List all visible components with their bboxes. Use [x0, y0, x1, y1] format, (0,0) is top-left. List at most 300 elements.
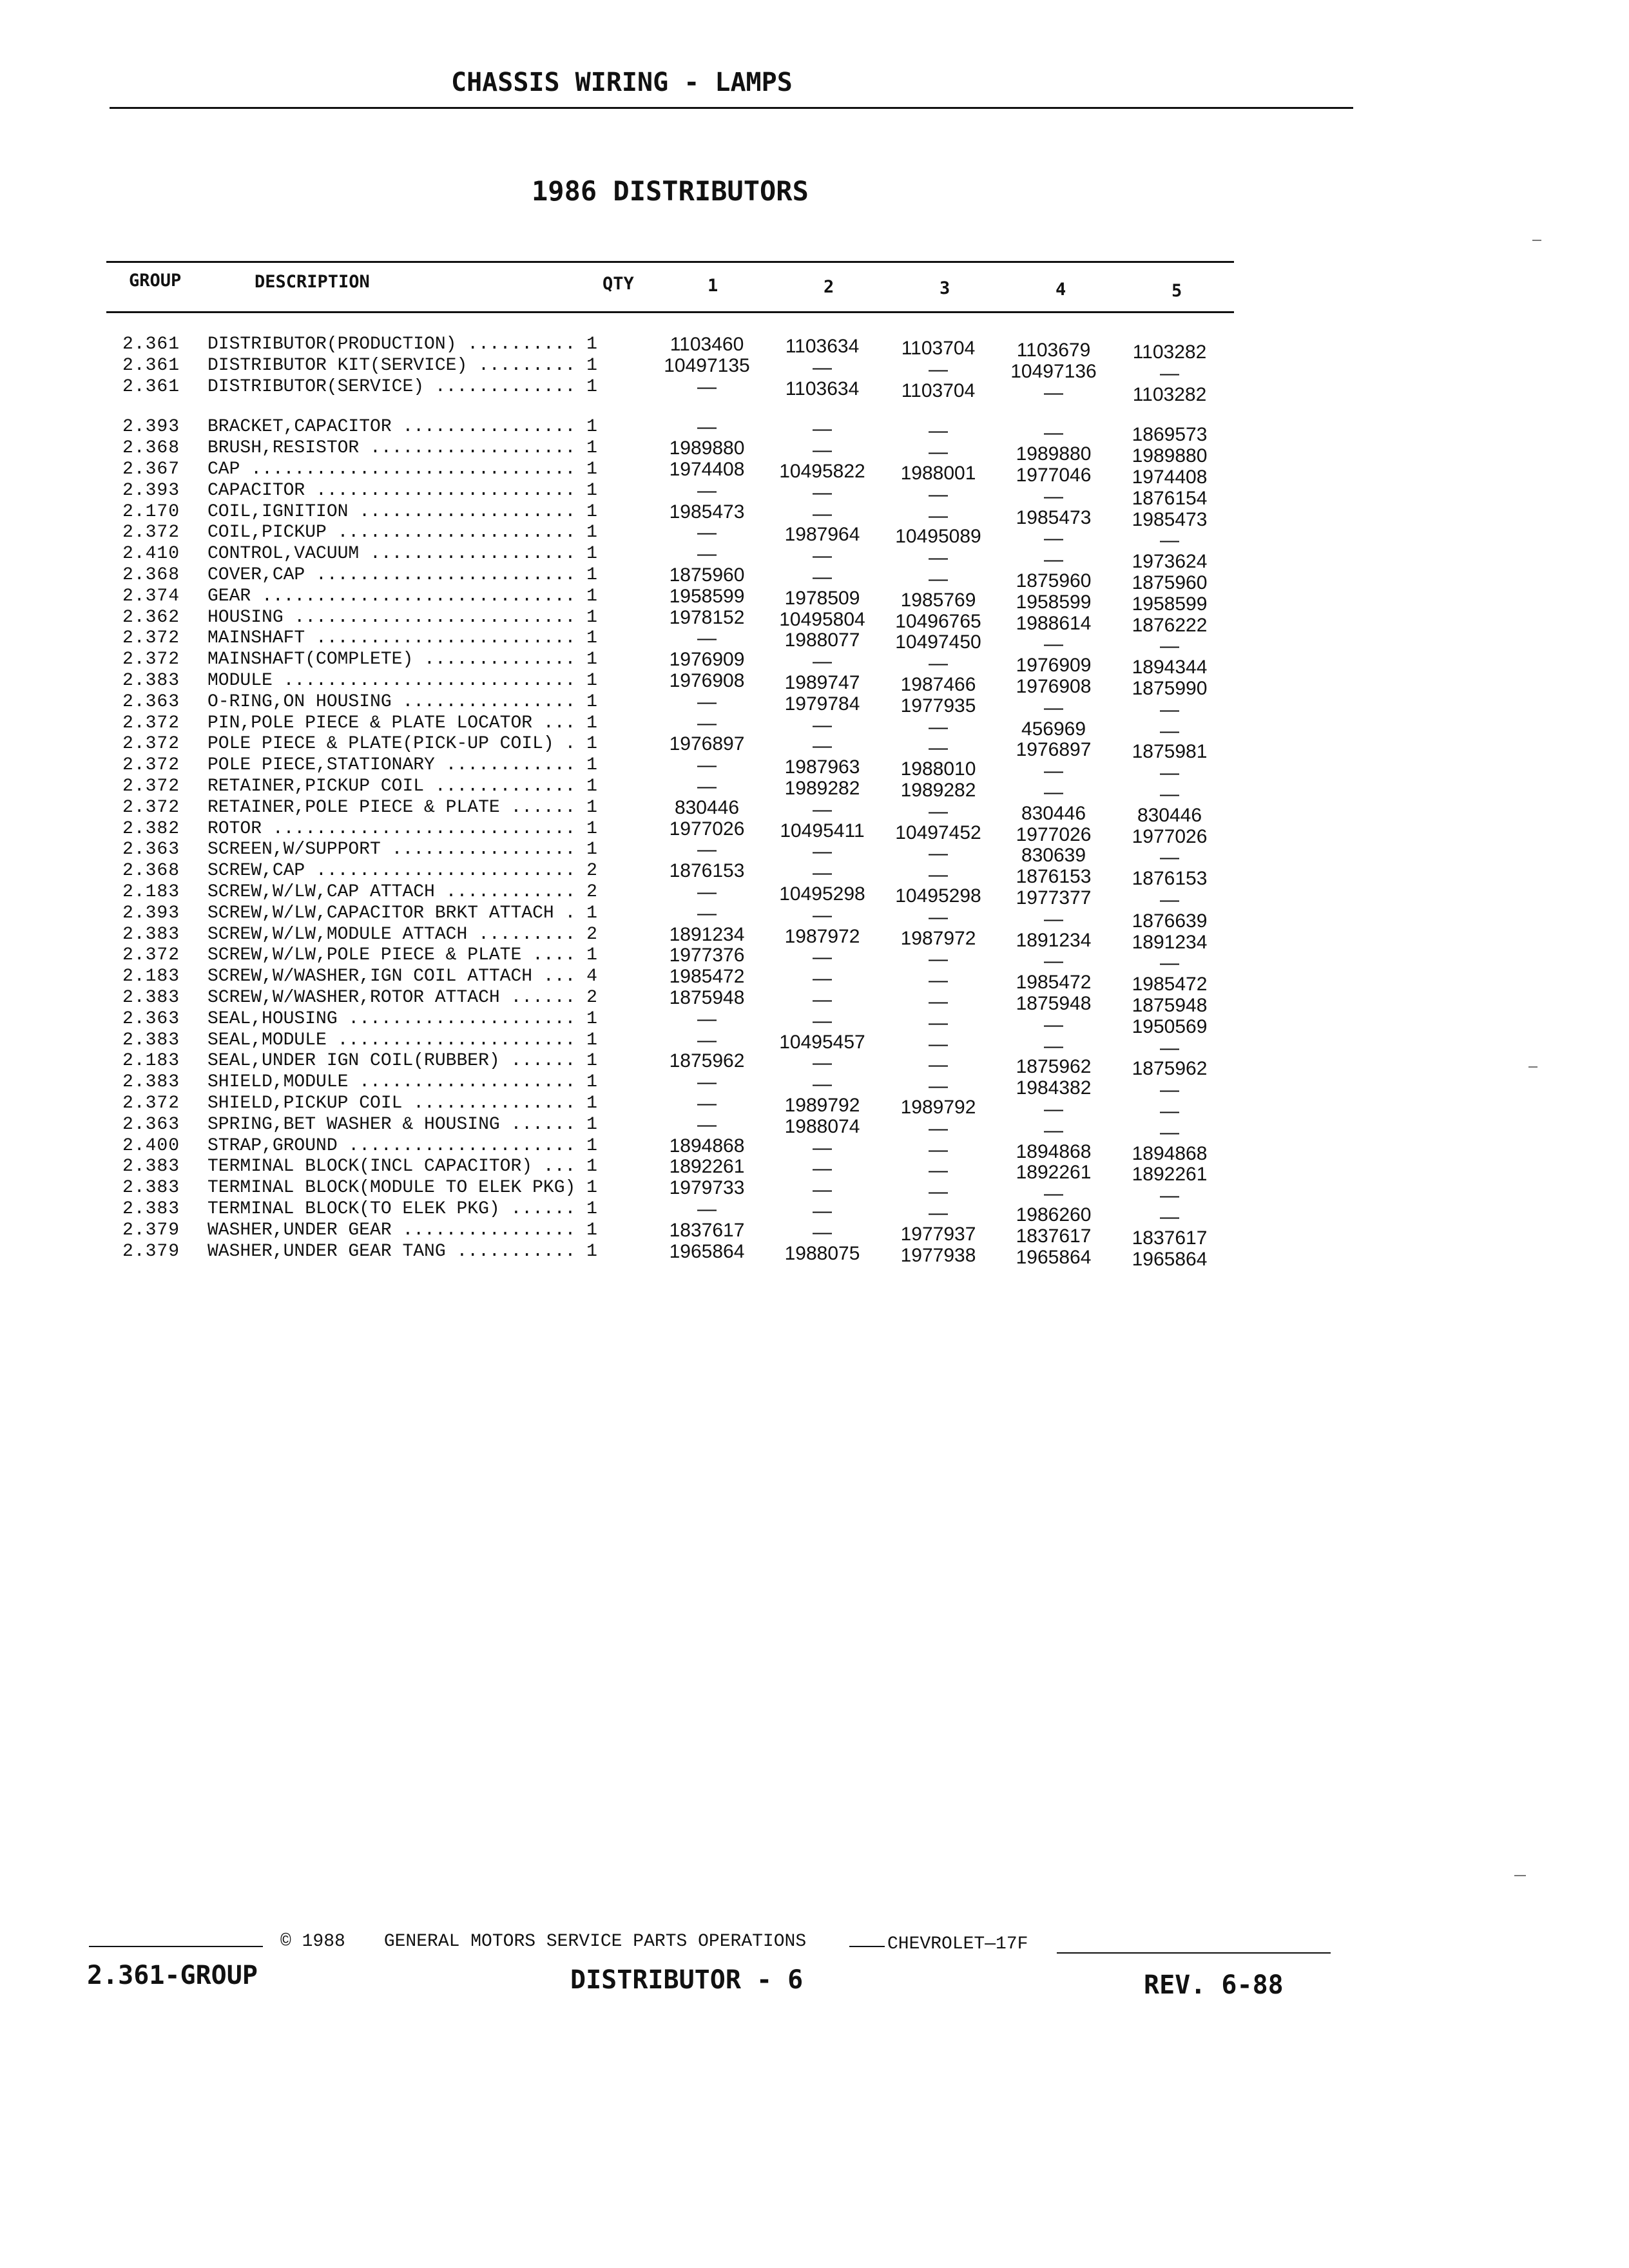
part-number-col-2: 1103634	[785, 336, 860, 357]
table-row	[0, 902, 1629, 932]
part-number-col-3: —	[929, 991, 948, 1012]
part-number-col-1: —	[697, 1113, 717, 1135]
table-row	[0, 628, 1629, 657]
operations-name: GENERAL MOTORS SERVICE PARTS OPERATIONS	[383, 1932, 807, 1952]
group-cell: 2.372	[122, 776, 180, 796]
part-number-col-2: —	[813, 947, 832, 968]
part-number-col-2: —	[813, 545, 832, 567]
group-cell: 2.374	[122, 586, 180, 606]
part-number-col-2: 1988074	[784, 1115, 860, 1137]
part-number-col-5: 1875948	[1132, 995, 1208, 1016]
section-title: CHASSIS WIRING - LAMPS	[451, 68, 793, 97]
group-cell: 2.393	[122, 480, 180, 501]
table-row	[0, 354, 1629, 384]
part-number-col-1: —	[697, 479, 717, 501]
part-number-col-3: —	[929, 970, 948, 992]
part-number-col-4: —	[1044, 950, 1063, 972]
footer-rule-right	[1057, 1952, 1331, 1954]
part-number-col-5: —	[1160, 1037, 1179, 1059]
part-number-col-3: —	[929, 1181, 948, 1203]
part-number-col-3: —	[929, 358, 948, 380]
group-cell: 2.393	[122, 417, 180, 437]
part-number-col-4: 1837617	[1016, 1225, 1092, 1247]
table-row	[0, 522, 1629, 552]
part-number-col-1: —	[697, 691, 717, 713]
part-number-col-2: 10495457	[779, 1031, 865, 1053]
table-row	[0, 1156, 1629, 1186]
part-number-col-5: 1103282	[1132, 383, 1207, 405]
part-number-col-5: 1875990	[1132, 678, 1208, 699]
part-number-col-4: —	[1044, 1119, 1063, 1141]
part-number-col-4: 1989880	[1016, 443, 1092, 465]
table-row	[0, 334, 1629, 363]
group-cell: 2.183	[122, 1051, 180, 1072]
part-number-col-3: —	[929, 420, 948, 442]
page-code: 17F	[996, 1934, 1028, 1954]
group-cell: 2.372	[122, 945, 180, 966]
part-number-col-4: 10497136	[1010, 360, 1097, 382]
table-row	[0, 479, 1629, 509]
part-number-col-4: 1977046	[1016, 465, 1092, 486]
description-cell: PIN,POLE PIECE & PLATE LOCATOR ... 1	[207, 713, 597, 733]
part-number-col-2: 1989747	[784, 672, 860, 693]
part-number-col-4: 1988614	[1016, 612, 1092, 634]
description-cell: SCREW,W/LW,CAP ATTACH ............ 2	[207, 882, 597, 902]
part-number-col-2: —	[813, 1158, 832, 1180]
part-number-col-3: —	[929, 716, 948, 738]
part-number-col-5: 830446	[1137, 804, 1202, 826]
part-number-col-1: —	[697, 1093, 717, 1114]
table-row	[0, 966, 1629, 995]
part-number-col-1: 1958599	[669, 585, 745, 607]
part-number-col-5: 1869573	[1132, 424, 1208, 446]
description-cell: HOUSING .......................... 1	[207, 607, 597, 628]
part-number-col-1: 1978152	[669, 606, 745, 628]
part-number-col-5: 1989880	[1132, 445, 1208, 467]
description-cell: ROTOR ............................ 1	[207, 818, 597, 839]
part-number-col-3: 1977938	[900, 1244, 976, 1266]
part-number-col-2: 1989792	[784, 1095, 860, 1116]
group-cell: 2.372	[122, 755, 180, 776]
part-number-col-4: 1894868	[1016, 1140, 1092, 1162]
group-cell: 2.367	[122, 459, 180, 479]
part-number-col-4: 1984382	[1016, 1077, 1092, 1099]
part-number-col-4: —	[1044, 1183, 1063, 1205]
description-cell: SCREW,W/LW,POLE PIECE & PLATE .... 1	[207, 945, 597, 966]
part-number-col-1: 1894868	[669, 1135, 745, 1157]
part-number-col-3: —	[929, 948, 948, 970]
part-number-col-3: —	[929, 800, 948, 822]
part-number-col-5: 1875981	[1132, 741, 1208, 763]
part-number-col-4: 1985473	[1016, 506, 1092, 528]
part-number-col-1: 10497135	[664, 354, 750, 376]
group-cell: 2.393	[122, 903, 180, 923]
part-number-col-5: —	[1160, 889, 1179, 910]
part-number-col-3: —	[929, 483, 948, 505]
part-number-col-1: 1974408	[669, 459, 745, 480]
footer-group-label: 2.361-GROUP	[87, 1961, 258, 1990]
description-cell: CONTROL,VACUUM ................... 1	[207, 544, 597, 564]
part-number-col-1: 1892261	[669, 1156, 745, 1178]
part-number-col-5: 1891234	[1132, 931, 1208, 953]
table-row	[0, 860, 1629, 890]
table-row	[0, 670, 1629, 699]
header-col-3: 3	[940, 278, 950, 298]
part-number-col-3: 1103704	[901, 380, 976, 401]
part-number-col-3: —	[929, 547, 948, 569]
description-cell: GEAR ............................. 1	[207, 586, 597, 606]
table-row	[0, 776, 1629, 805]
part-number-col-1: —	[697, 1198, 717, 1220]
part-number-col-5: —	[1160, 530, 1179, 552]
part-number-col-3: —	[929, 568, 948, 590]
part-number-col-1: 1985472	[669, 966, 745, 988]
group-cell: 2.361	[122, 355, 180, 376]
table-row	[0, 437, 1629, 467]
group-cell: 2.361	[122, 334, 180, 354]
part-number-col-4: 1985472	[1016, 972, 1092, 994]
group-cell: 2.379	[122, 1220, 180, 1240]
table-row	[0, 1072, 1629, 1101]
part-number-col-2: —	[813, 1052, 832, 1074]
part-number-col-3: —	[929, 1202, 948, 1224]
part-number-col-2: 10495298	[779, 883, 865, 905]
copyright: © 1988	[280, 1932, 345, 1952]
part-number-col-5: —	[1160, 1079, 1179, 1101]
part-number-col-5: —	[1160, 720, 1179, 742]
part-number-col-5: 1837617	[1132, 1227, 1208, 1249]
part-number-col-1: 830446	[674, 796, 740, 818]
part-number-col-3: 1103704	[901, 338, 976, 359]
table-row	[0, 585, 1629, 615]
table-row	[0, 818, 1629, 847]
part-number-col-1: —	[697, 1072, 717, 1093]
part-number-col-2: —	[813, 1200, 832, 1222]
part-number-col-5: 1875962	[1132, 1058, 1208, 1080]
part-number-col-1: 1103460	[670, 334, 744, 355]
part-number-col-2: —	[813, 356, 832, 378]
table-row	[0, 1008, 1629, 1037]
part-number-col-5: 1875960	[1132, 572, 1208, 593]
part-number-col-5: —	[1160, 1185, 1179, 1207]
description-cell: RETAINER,POLE PIECE & PLATE ...... 1	[207, 797, 597, 818]
part-number-col-2: 1987972	[784, 925, 860, 947]
part-number-col-1: 1976897	[669, 733, 745, 755]
part-number-col-1: —	[697, 416, 717, 438]
part-number-col-5: 1876154	[1132, 487, 1208, 509]
part-number-col-3: 1977937	[900, 1223, 976, 1245]
part-number-col-1: 1875962	[669, 1050, 745, 1072]
part-number-col-4: 1976909	[1016, 655, 1092, 677]
table-row	[0, 945, 1629, 974]
part-number-col-4: —	[1044, 908, 1063, 930]
description-cell: TERMINAL BLOCK(TO ELEK PKG) ...... 1	[207, 1199, 597, 1219]
part-number-col-5: —	[1160, 762, 1179, 784]
group-cell: 2.170	[122, 501, 180, 522]
table-row	[0, 1177, 1629, 1207]
part-number-col-2: —	[813, 1221, 832, 1243]
description-cell: SCREW,W/WASHER,ROTOR ATTACH ...... 2	[207, 988, 597, 1008]
part-number-col-5: —	[1160, 698, 1179, 720]
description-cell: COVER,CAP ........................ 1	[207, 565, 597, 585]
group-cell: 2.372	[122, 713, 180, 733]
part-number-col-3: 1987972	[900, 927, 976, 949]
part-number-col-1: —	[697, 902, 717, 924]
part-number-col-2: 1988075	[784, 1242, 860, 1264]
description-cell: SHIELD,MODULE .................... 1	[207, 1072, 597, 1093]
table-row	[0, 1219, 1629, 1249]
part-number-col-1: —	[697, 522, 717, 544]
part-number-col-2: 10495822	[779, 461, 865, 482]
header-description: DESCRIPTION	[255, 272, 370, 292]
header-col-1: 1	[708, 276, 718, 296]
group-cell: 2.372	[122, 797, 180, 818]
group-cell: 2.383	[122, 988, 180, 1008]
part-number-col-1: 1977376	[669, 945, 745, 966]
table-row	[0, 754, 1629, 784]
part-number-col-5: 1977026	[1132, 825, 1208, 847]
part-number-col-1: 1985473	[669, 501, 745, 523]
description-cell: SEAL,MODULE ...................... 1	[207, 1030, 597, 1050]
part-number-col-1: —	[697, 754, 717, 776]
part-number-col-1: 1965864	[669, 1240, 745, 1262]
part-number-col-1: —	[697, 1008, 717, 1030]
part-number-col-1: 1891234	[669, 923, 745, 945]
part-number-col-2: —	[813, 481, 832, 503]
footer-rule-mid	[849, 1946, 885, 1947]
scan-mark	[1532, 240, 1541, 241]
table-row	[0, 1135, 1629, 1164]
table-row	[0, 1050, 1629, 1080]
part-number-col-5: 1958599	[1132, 593, 1208, 615]
part-number-col-5: —	[1160, 783, 1179, 805]
part-number-col-1: —	[697, 712, 717, 734]
part-number-col-1: 1989880	[669, 437, 745, 459]
footer-revision: REV. 6-88	[1144, 1970, 1284, 2000]
part-number-col-1: 1876153	[669, 860, 745, 882]
part-number-col-5: 1985472	[1132, 974, 1208, 995]
part-number-col-4: —	[1044, 381, 1063, 403]
part-number-col-3: 1988010	[900, 758, 976, 780]
table-row	[0, 881, 1629, 910]
group-cell: 2.368	[122, 565, 180, 585]
part-number-col-4: 1876153	[1016, 866, 1092, 888]
part-number-col-4: —	[1044, 633, 1063, 655]
part-number-col-4: 1986260	[1016, 1204, 1092, 1225]
part-number-col-3: —	[929, 441, 948, 463]
part-number-col-4: 1976897	[1016, 739, 1092, 761]
part-number-col-2: 1987963	[784, 756, 860, 778]
part-number-col-2: —	[813, 714, 832, 736]
table-row	[0, 1240, 1629, 1270]
footer-make-line: CHEVROLET—17F	[887, 1934, 1028, 1954]
group-cell: 2.383	[122, 1072, 180, 1093]
part-number-col-1: —	[697, 628, 717, 649]
part-number-col-1: —	[697, 881, 717, 903]
table-row	[0, 376, 1629, 405]
part-number-col-1: —	[697, 543, 717, 565]
part-number-col-2: —	[813, 418, 832, 440]
table-row	[0, 712, 1629, 742]
description-cell: SCREW,W/LW,CAPACITOR BRKT ATTACH . 1	[207, 903, 597, 923]
part-number-col-4: —	[1044, 485, 1063, 507]
part-number-col-3: —	[929, 843, 948, 865]
part-number-col-3: —	[929, 1117, 948, 1139]
part-number-col-4: 1977026	[1016, 823, 1092, 845]
footer-section-label: DISTRIBUTOR - 6	[570, 1965, 804, 1995]
part-number-col-5: —	[1160, 952, 1179, 974]
part-number-col-1: —	[697, 376, 717, 398]
part-number-col-4: 1892261	[1016, 1162, 1092, 1184]
part-number-col-3: —	[929, 1012, 948, 1033]
part-number-col-4: —	[1044, 549, 1063, 571]
part-number-col-3: —	[929, 1054, 948, 1076]
part-number-col-3: 1977935	[900, 695, 976, 716]
table-row	[0, 416, 1629, 446]
description-cell: MAINSHAFT ........................ 1	[207, 628, 597, 649]
part-number-col-4: 830639	[1021, 845, 1086, 867]
part-number-col-3: —	[929, 1139, 948, 1160]
part-number-col-5: —	[1160, 1100, 1179, 1122]
part-number-col-2: —	[813, 1137, 832, 1158]
group-cell: 2.363	[122, 840, 180, 860]
group-cell: 2.410	[122, 544, 180, 564]
group-cell: 2.383	[122, 924, 180, 945]
part-number-col-1: —	[697, 776, 717, 797]
header-qty: QTY	[602, 274, 634, 294]
part-number-col-4: 830446	[1021, 802, 1086, 824]
table-row	[0, 501, 1629, 530]
part-number-col-4: 1103679	[1016, 340, 1091, 361]
part-number-col-3: —	[929, 653, 948, 675]
part-number-col-5: 1950569	[1132, 1015, 1208, 1037]
part-number-col-4: 1875948	[1016, 993, 1092, 1014]
part-number-col-2: —	[813, 968, 832, 990]
group-cell: 2.383	[122, 1157, 180, 1177]
description-cell: SCREW,W/WASHER,IGN COIL ATTACH ... 4	[207, 966, 597, 987]
part-number-col-2: 10495411	[780, 820, 865, 841]
header-top-rule	[106, 261, 1234, 263]
header-col-4: 4	[1055, 280, 1066, 300]
part-number-col-4: 456969	[1021, 718, 1086, 740]
part-number-col-3: —	[929, 1075, 948, 1097]
part-number-col-2: —	[813, 904, 832, 926]
header-col-5: 5	[1171, 281, 1182, 301]
table-row	[0, 1113, 1629, 1143]
part-number-col-2: —	[813, 862, 832, 884]
description-cell: STRAP,GROUND ..................... 1	[207, 1135, 597, 1156]
group-cell: 2.183	[122, 882, 180, 902]
part-number-col-2: —	[813, 503, 832, 524]
description-cell: SCREW,W/LW,MODULE ATTACH ......... 2	[207, 924, 597, 945]
description-cell: MAINSHAFT(COMPLETE) .............. 1	[207, 649, 597, 670]
part-number-col-3: 1987466	[900, 674, 976, 695]
scan-mark	[1514, 1875, 1526, 1876]
description-cell: SEAL,HOUSING ..................... 1	[207, 1008, 597, 1029]
part-number-col-5: 1876222	[1132, 614, 1208, 636]
group-cell: 2.372	[122, 628, 180, 649]
group-cell: 2.363	[122, 1114, 180, 1135]
make: CHEVROLET	[887, 1934, 985, 1954]
table-row	[0, 649, 1629, 678]
group-cell: 2.383	[122, 1030, 180, 1050]
part-number-col-3: —	[929, 737, 948, 759]
group-cell: 2.372	[122, 1093, 180, 1113]
description-cell: COIL,IGNITION .................... 1	[207, 501, 597, 522]
part-number-col-1: 1976909	[669, 649, 745, 671]
group-cell: 2.379	[122, 1241, 180, 1262]
part-number-col-5: 1894344	[1132, 657, 1208, 678]
part-number-col-5: —	[1160, 847, 1179, 869]
description-cell: COIL,PICKUP ...................... 1	[207, 523, 597, 543]
part-number-col-3: —	[929, 1033, 948, 1055]
part-number-col-2: 1989282	[784, 778, 860, 799]
part-number-col-3: 1989792	[900, 1097, 976, 1118]
part-number-col-5: 1965864	[1132, 1248, 1208, 1270]
part-number-col-2: —	[813, 439, 832, 461]
group-cell: 2.183	[122, 966, 180, 987]
group-cell: 2.372	[122, 523, 180, 543]
part-number-col-1: 1875948	[669, 987, 745, 1008]
description-cell: CAP .............................. 1	[207, 459, 597, 479]
group-cell: 2.383	[122, 671, 180, 691]
table-row	[0, 1029, 1629, 1059]
description-cell: WASHER,UNDER GEAR ................ 1	[207, 1220, 597, 1240]
part-number-col-3: 10495298	[895, 885, 981, 907]
part-number-col-4: —	[1044, 1014, 1063, 1035]
part-number-col-3: —	[929, 906, 948, 928]
header-col-2: 2	[824, 277, 834, 297]
table-row	[0, 1093, 1629, 1122]
part-number-col-5: 1876639	[1132, 910, 1208, 932]
part-number-col-1: 1875960	[669, 564, 745, 586]
description-cell: SEAL,UNDER IGN COIL(RUBBER) ...... 1	[207, 1051, 597, 1072]
group-cell: 2.363	[122, 691, 180, 712]
group-cell: 2.383	[122, 1178, 180, 1198]
description-cell: O-RING,ON HOUSING ................ 1	[207, 691, 597, 712]
group-cell: 2.362	[122, 607, 180, 628]
part-number-col-2: 1103634	[785, 378, 860, 399]
part-number-col-2: —	[813, 989, 832, 1010]
table-row	[0, 1198, 1629, 1227]
header-bottom-rule	[106, 311, 1234, 313]
part-number-col-3: —	[929, 505, 948, 526]
part-number-col-4: —	[1044, 782, 1063, 803]
description-cell: CAPACITOR ........................ 1	[207, 480, 597, 501]
part-number-col-5: 1892261	[1132, 1164, 1208, 1186]
part-number-col-4: —	[1044, 1099, 1063, 1120]
part-number-col-5: 1985473	[1132, 508, 1208, 530]
part-number-col-5: 1876153	[1132, 868, 1208, 890]
group-cell: 2.363	[122, 1008, 180, 1029]
group-cell: 2.400	[122, 1135, 180, 1156]
part-number-col-4: —	[1044, 697, 1063, 718]
part-number-col-4: —	[1044, 1035, 1063, 1057]
part-number-col-2: 1979784	[784, 693, 860, 715]
table-row	[0, 733, 1629, 763]
part-number-col-3: —	[929, 864, 948, 886]
part-number-col-2: —	[813, 1179, 832, 1201]
part-number-col-3: 10497450	[895, 631, 981, 653]
part-number-col-4: 1891234	[1016, 929, 1092, 951]
description-cell: DISTRIBUTOR KIT(SERVICE) ......... 1	[207, 355, 597, 376]
part-number-col-3: 1989282	[900, 780, 976, 801]
description-cell: TERMINAL BLOCK(MODULE TO ELEK PKG) 1	[207, 1178, 597, 1198]
table-row	[0, 606, 1629, 636]
table-row	[0, 923, 1629, 953]
description-cell: SHIELD,PICKUP COIL ............... 1	[207, 1093, 597, 1113]
part-number-col-1: —	[697, 839, 717, 861]
